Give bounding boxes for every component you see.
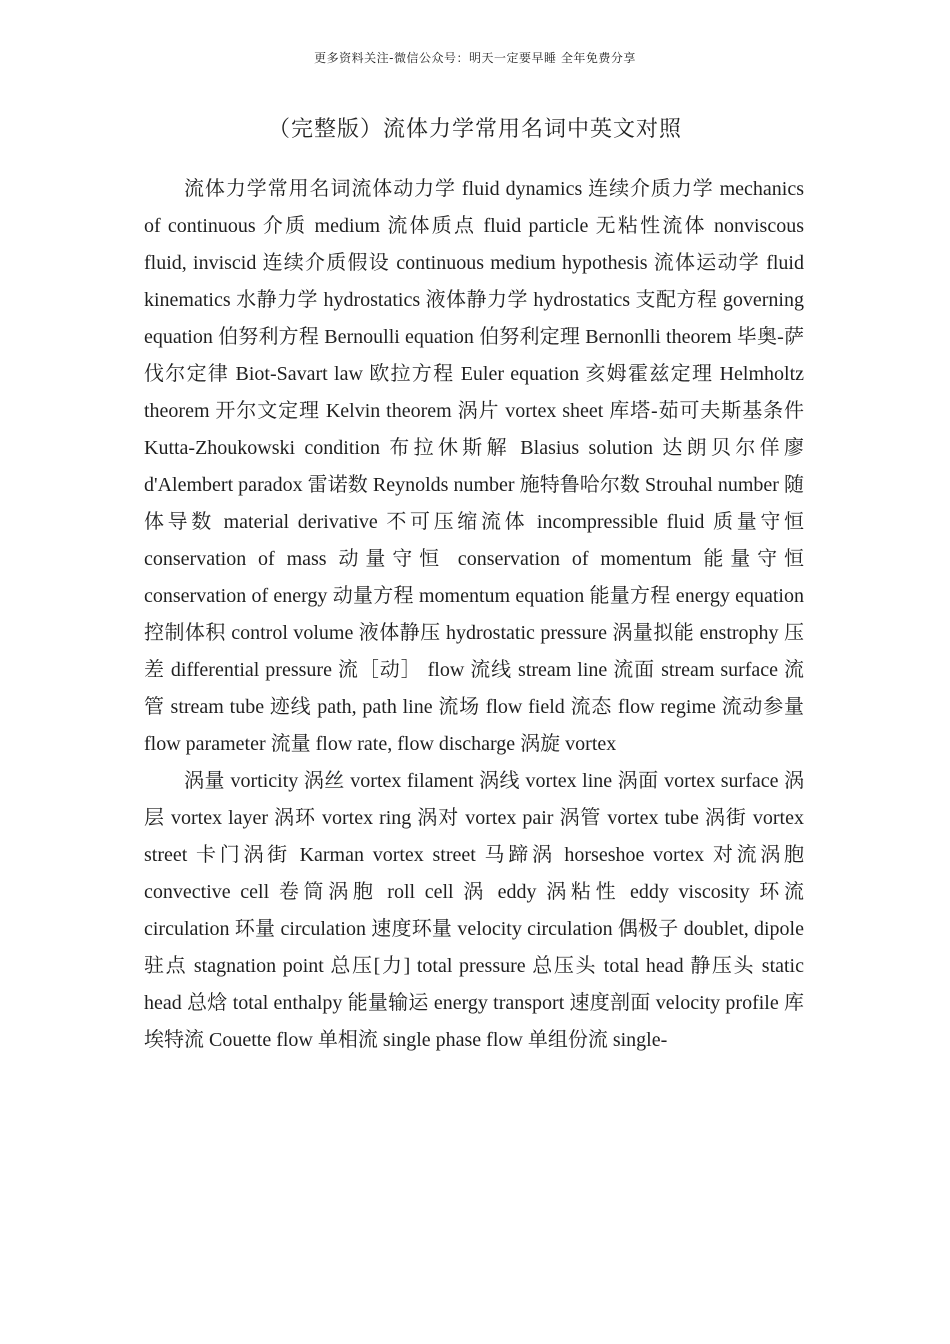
- body-paragraph-2: 涡量 vorticity 涡丝 vortex filament 涡线 vortex line 涡面 vortex surface 涡层 vortex layer 涡环 vortex ring 涡对 vortex pair 涡管 vortex tube 涡街 vortex street 卡门涡街 Karman vortex street 马蹄涡 horseshoe vortex 对流涡胞 convective cell 卷筒涡胞 roll cell 涡 eddy 涡粘性 eddy viscosity 环流 circulation 环量 circulation 速度环量 velocity circulation 偶极子 doublet, dipole 驻点 stagnation point 总压[力] total pressure 总压头 total head 静压头 static head 总焓 total enthalpy 能量输运 energy transport 速度剖面 velocity profile 库埃特流 Couette flow 单相流 single phase flow 单组份流 single-: [144, 770, 804, 1051]
- document-body: [144, 171, 804, 1059]
- page-title: （完整版）流体力学常用名词中英文对照: [267, 117, 682, 142]
- header-note: 更多资料关注-微信公众号：明天一定要早睡 全年免费分享: [314, 51, 636, 65]
- body-paragraph-1: 流体力学常用名词流体动力学 fluid dynamics 连续介质力学 mechanics of continuous 介质 medium 流体质点 fluid particle 无粘性流体 nonviscous fluid, inviscid 连续介质假设 continuous medium hypothesis 流体运动学 fluid kinematics 水静力学 hydrostatics 液体静力学 hydrostatics 支配方程 governing equation 伯努利方程 Bernoulli equation 伯努利定理 Bernonlli theorem 毕奥-萨伐尔定律 Biot-Savart law 欧拉方程 Euler equation 亥姆霍兹定理 Helmholtz theorem 开尔文定理 Kelvin theorem 涡片 vortex sheet 库塔-茹可夫斯基条件 Kutta-Zhoukowski condition 布拉休斯解 Blasius solution 达朗贝尔佯廖 d'Alembert paradox 雷诺数 Reynolds number 施特鲁哈尔数 Strouhal number 随体导数 material derivative 不可压缩流体 incompressible fluid 质量守恒 conservation of mass 动量守恒 conservation of momentum 能量守恒 conservation of energy 动量方程 momentum equation 能量方程 energy equation 控制体积 control volume 液体静压 hydrostatic pressure 涡量拟能 enstrophy 压差 differential pressure 流［动］ flow 流线 stream line 流面 stream surface 流管 stream tube 迹线 path, path line 流场 flow field 流态 flow regime 流动参量 flow parameter 流量 flow rate, flow discharge 涡旋 vortex: [144, 178, 804, 755]
